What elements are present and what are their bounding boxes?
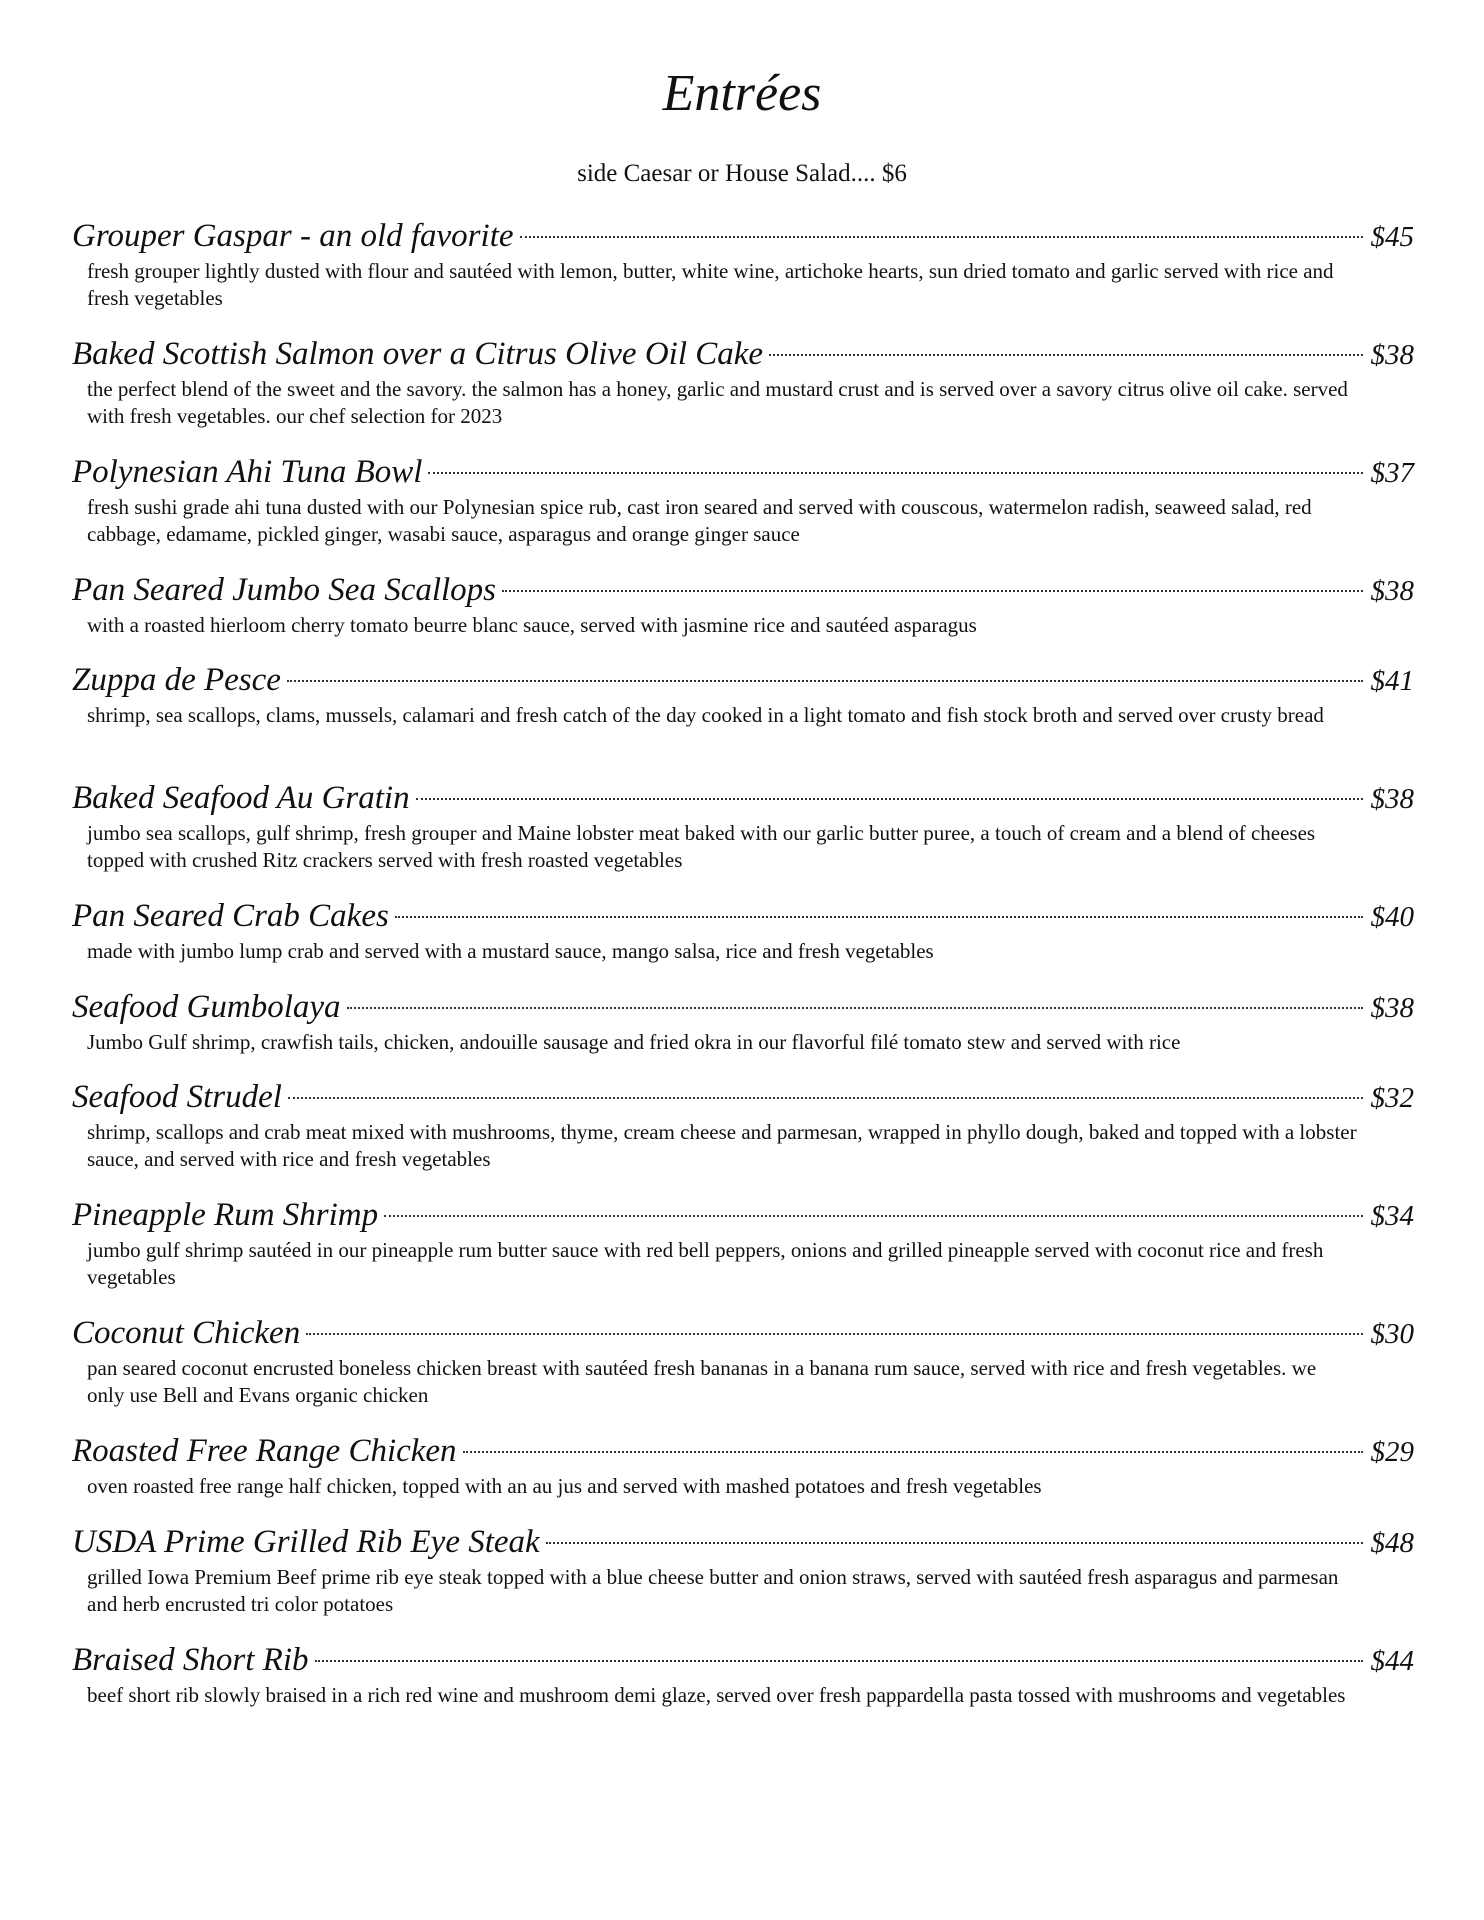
item-description: grilled Iowa Premium Beef prime rib eye steak topped with a blue cheese butter and onion straws, served with sautéed fresh asparagus and parmesan and herb encrusted tri color potatoes [87, 1565, 1339, 1616]
item-price: $41 [1370, 665, 1414, 697]
dot-leader [306, 1333, 1362, 1335]
item-name: USDA Prime Grilled Rib Eye Steak [72, 1524, 540, 1560]
menu-item [72, 214, 1414, 312]
item-price: $34 [1370, 1200, 1414, 1232]
dot-leader [287, 680, 1363, 682]
menu-item [72, 568, 1414, 639]
item-description: shrimp, sea scallops, clams, mussels, calamari and fresh catch of the day cooked in a light tomato and fish stock broth and served over crusty bread [87, 703, 1324, 727]
dot-leader [546, 1542, 1363, 1544]
item-description: shrimp, scallops and crab meat mixed with mushrooms, thyme, cream cheese and parmesan, wrapped in phyllo dough, baked and topped with a lobster sauce, and served with rice and fresh vegetables [87, 1120, 1357, 1171]
item-name: Pineapple Rum Shrimp [72, 1197, 379, 1233]
page-title: Entrées [662, 65, 822, 122]
item-description: oven roasted free range half chicken, topped with an au jus and served with mashed potatoes and fresh vegetables [87, 1474, 1042, 1498]
item-price: $37 [1370, 457, 1414, 489]
item-name: Braised Short Rib [72, 1642, 309, 1678]
menu-item [72, 776, 1414, 874]
item-description: the perfect blend of the sweet and the savory. the salmon has a honey, garlic and mustard crust and is served over a savory citrus olive oil cake. served with fresh vegetables. our chef selection for 2023 [87, 377, 1348, 428]
item-price: $29 [1370, 1436, 1414, 1468]
menu-item [72, 1520, 1414, 1618]
item-price: $38 [1370, 339, 1414, 371]
item-description: pan seared coconut encrusted boneless chicken breast with sautéed fresh bananas in a banana rum sauce, served with rice and fresh vegetables. we only use Bell and Evans organic chicken [87, 1356, 1317, 1407]
item-price: $38 [1370, 783, 1414, 815]
dot-leader [395, 916, 1363, 918]
dot-leader [416, 798, 1363, 800]
item-price: $38 [1370, 575, 1414, 607]
menu-item [72, 894, 1414, 965]
dot-leader [315, 1660, 1363, 1662]
item-name: Coconut Chicken [72, 1315, 301, 1351]
item-name: Baked Seafood Au Gratin [72, 780, 410, 816]
menu-item [72, 1193, 1414, 1291]
dot-leader [520, 236, 1363, 238]
dot-leader [288, 1097, 1363, 1099]
dot-leader [347, 1007, 1363, 1009]
menu-item [72, 985, 1414, 1056]
item-description: fresh sushi grade ahi tuna dusted with our Polynesian spice rub, cast iron seared and served with couscous, watermelon radish, seaweed salad, red cabbage, edamame, pickled ginger, wasabi sauce, asparagus and orange ginger sauce [87, 495, 1312, 546]
menu-item [72, 450, 1414, 548]
item-price: $48 [1370, 1527, 1414, 1559]
menu-item [72, 1075, 1414, 1173]
item-description: Jumbo Gulf shrimp, crawfish tails, chicken, andouille sausage and fried okra in our flavorful filé tomato stew and served with rice [87, 1030, 1181, 1054]
item-description: with a roasted hierloom cherry tomato beurre blanc sauce, served with jasmine rice and sautéed asparagus [87, 613, 977, 637]
item-price: $40 [1370, 901, 1414, 933]
menu-item [72, 1638, 1414, 1709]
entree-list [72, 0, 1414, 1920]
item-description: jumbo gulf shrimp sautéed in our pineapple rum butter sauce with red bell peppers, onions and grilled pineapple served with coconut rice and fresh vegetables [87, 1238, 1324, 1289]
item-name: Pan Seared Jumbo Sea Scallops [72, 572, 497, 608]
item-description: jumbo sea scallops, gulf shrimp, fresh grouper and Maine lobster meat baked with our garlic butter puree, a touch of cream and a blend of cheeses topped with crushed Ritz crackers served with fresh roasted vegetables [87, 821, 1316, 872]
item-price: $38 [1370, 992, 1414, 1024]
menu-item [72, 1429, 1414, 1500]
item-name: Baked Scottish Salmon over a Citrus Olive Oil Cake [72, 336, 764, 372]
item-name: Roasted Free Range Chicken [72, 1433, 457, 1469]
dot-leader [463, 1451, 1363, 1453]
item-name: Pan Seared Crab Cakes [72, 898, 389, 934]
item-name: Seafood Strudel [72, 1079, 282, 1115]
item-price: $44 [1370, 1645, 1414, 1677]
item-name: Grouper Gaspar - an old favorite [72, 218, 514, 254]
item-description: beef short rib slowly braised in a rich red wine and mushroom demi glaze, served over fresh pappardella pasta tossed with mushrooms and vegetables [87, 1683, 1346, 1707]
item-price: $45 [1370, 221, 1414, 253]
item-description: fresh grouper lightly dusted with flour and sautéed with lemon, butter, white wine, artichoke hearts, sun dried tomato and garlic served with rice and fresh vegetables [87, 259, 1334, 310]
menu-item [72, 658, 1414, 729]
item-name: Zuppa de Pesce [72, 662, 281, 698]
item-description: made with jumbo lump crab and served with a mustard sauce, mango salsa, rice and fresh vegetables [87, 939, 934, 963]
side-salad-note: side Caesar or House Salad.... $6 [577, 160, 907, 187]
dot-leader [384, 1215, 1362, 1217]
menu-item [72, 332, 1414, 430]
dot-leader [428, 472, 1362, 474]
dot-leader [769, 354, 1362, 356]
dot-leader [502, 590, 1362, 592]
item-name: Seafood Gumbolaya [72, 989, 341, 1025]
item-name: Polynesian Ahi Tuna Bowl [72, 454, 423, 490]
item-price: $32 [1370, 1082, 1414, 1114]
menu-item [72, 1311, 1414, 1409]
item-price: $30 [1370, 1318, 1414, 1350]
